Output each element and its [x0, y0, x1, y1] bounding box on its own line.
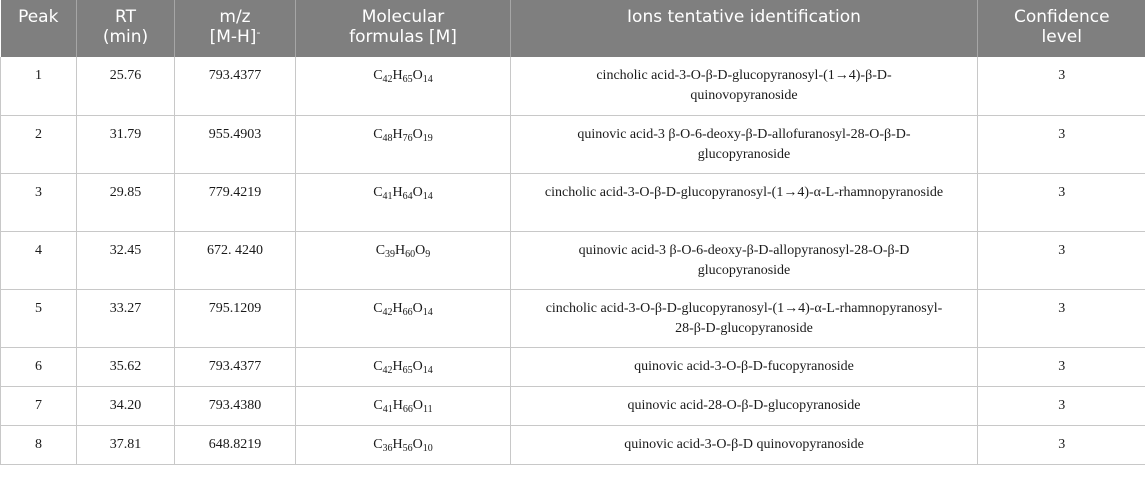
header-formula: Molecular formulas [M]	[296, 0, 511, 57]
cell-mz: 793.4377	[175, 347, 296, 386]
cell-rt: 34.20	[77, 386, 175, 425]
header-peak: Peak	[1, 0, 77, 57]
cell-formula: $C_{39}H_{60}O_9$	[296, 231, 511, 289]
cell-peak: 6	[1, 347, 77, 386]
cell-mz: 793.4377	[175, 57, 296, 115]
cell-mz: 795.1209	[175, 289, 296, 347]
table-row	[1, 386, 1145, 425]
cell-formula: $C_{42}H_{65}O_{14}$	[296, 347, 511, 386]
cell-confidence: 3	[978, 173, 1145, 231]
cell-ion: quinovic acid-28-O-β-D-glucopyranoside	[511, 386, 978, 425]
cell-formula: $C_{42}H_{65}O_{14}$	[296, 57, 511, 115]
cell-peak: 5	[1, 289, 77, 347]
table-row	[1, 289, 1145, 347]
table-header	[1, 0, 1145, 57]
cell-ion: quinovic acid-3 β-O-6-deoxy-β-D-allopyranosyl-28-O-β-D glucopyranoside	[511, 231, 978, 289]
cell-confidence: 3	[978, 115, 1145, 173]
cell-confidence: 3	[978, 289, 1145, 347]
cell-formula: $C_{48}H_{76}O_{19}$	[296, 115, 511, 173]
cell-formula: $C_{41}H_{66}O_{11}$	[296, 386, 511, 425]
cell-rt: 33.27	[77, 289, 175, 347]
table-row	[1, 115, 1145, 173]
cell-ion: quinovic acid-3-O-β-D-fucopyranoside	[511, 347, 978, 386]
cell-confidence: 3	[978, 347, 1145, 386]
cell-rt: 37.81	[77, 425, 175, 464]
cell-mz: 672. 4240	[175, 231, 296, 289]
header-row	[1, 0, 1145, 57]
header-mz: m/z [M-H]-	[175, 0, 296, 57]
cell-formula: $C_{41}H_{64}O_{14}$	[296, 173, 511, 231]
header-confidence: Confidence level	[978, 0, 1145, 57]
cell-ion: quinovic acid-3-O-β-D quinovopyranoside	[511, 425, 978, 464]
cell-confidence: 3	[978, 231, 1145, 289]
cell-formula: $C_{36}H_{56}O_{10}$	[296, 425, 511, 464]
cell-peak: 7	[1, 386, 77, 425]
cell-peak: 8	[1, 425, 77, 464]
cell-rt: 32.45	[77, 231, 175, 289]
cell-ion: cincholic acid-3-O-β-D-glucopyranosyl-(1→4)-α-L-rhamnopyranoside	[511, 173, 978, 231]
cell-confidence: 3	[978, 425, 1145, 464]
table-row	[1, 347, 1145, 386]
table-body	[1, 57, 1145, 464]
header-ions: Ions tentative identification	[511, 0, 978, 57]
cell-rt: 25.76	[77, 57, 175, 115]
cell-ion: cincholic acid-3-O-β-D-glucopyranosyl-(1→4)-α-L-rhamnopyranosyl-28-β-D-glucopyranoside	[511, 289, 978, 347]
table-row	[1, 425, 1145, 464]
cell-confidence: 3	[978, 386, 1145, 425]
cell-ion: quinovic acid-3 β-O-6-deoxy-β-D-allofuranosyl-28-O-β-D-glucopyranoside	[511, 115, 978, 173]
cell-formula: $C_{42}H_{66}O_{14}$	[296, 289, 511, 347]
cell-rt: 29.85	[77, 173, 175, 231]
cell-mz: 779.4219	[175, 173, 296, 231]
cell-rt: 35.62	[77, 347, 175, 386]
header-rt: RT (min)	[77, 0, 175, 57]
table-row	[1, 173, 1145, 231]
cell-confidence: 3	[978, 57, 1145, 115]
cell-peak: 3	[1, 173, 77, 231]
cell-peak: 1	[1, 57, 77, 115]
table-row	[1, 57, 1145, 115]
cell-ion: cincholic acid-3-O-β-D-glucopyranosyl-(1→4)-β-D-quinovopyranoside	[511, 57, 978, 115]
cell-rt: 31.79	[77, 115, 175, 173]
cell-mz: 793.4380	[175, 386, 296, 425]
table-row	[1, 231, 1145, 289]
cell-mz: 955.4903	[175, 115, 296, 173]
cell-peak: 2	[1, 115, 77, 173]
cell-mz: 648.8219	[175, 425, 296, 464]
cell-peak: 4	[1, 231, 77, 289]
